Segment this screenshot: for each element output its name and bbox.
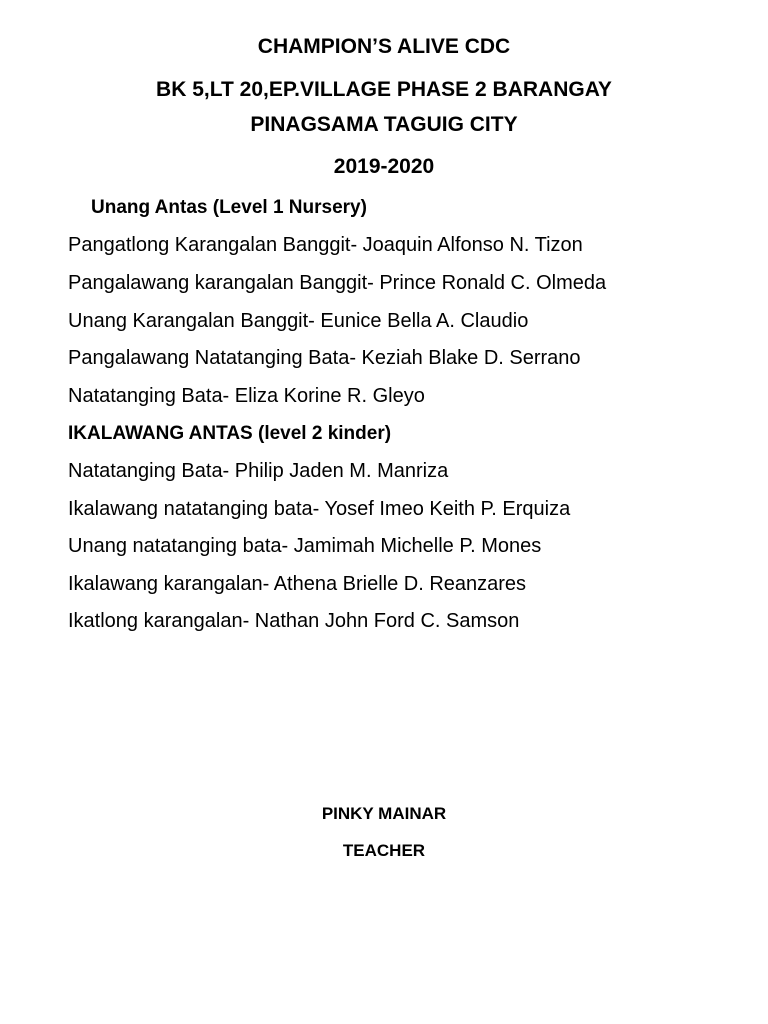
award-entry: Ikatlong karangalan- Nathan John Ford C. Samson bbox=[68, 610, 520, 632]
level-1-heading: Unang Antas (Level 1 Nursery) bbox=[91, 197, 367, 218]
signatory-name: PINKY MAINAR bbox=[321, 804, 447, 823]
level-2-heading: IKALAWANG ANTAS (level 2 kinder) bbox=[68, 423, 392, 444]
award-entry: Natatanging Bata- Eliza Korine R. Gleyo bbox=[68, 385, 425, 407]
school-year: 2019-2020 bbox=[333, 155, 435, 178]
signatory-role: TEACHER bbox=[342, 841, 426, 860]
award-entry: Pangatlong Karangalan Banggit- Joaquin Alfonso N. Tizon bbox=[68, 234, 583, 256]
address-line-2: PINAGSAMA TAGUIG CITY bbox=[250, 113, 518, 136]
award-entry: Ikalawang natatanging bata- Yosef Imeo Keith P. Erquiza bbox=[68, 498, 571, 520]
award-entry: Unang natatanging bata- Jamimah Michelle P. Mones bbox=[68, 535, 542, 557]
award-entry: Pangalawang karangalan Banggit- Prince Ronald C. Olmeda bbox=[68, 272, 607, 294]
award-entry: Natatanging Bata- Philip Jaden M. Manriza bbox=[68, 460, 449, 482]
address-line-1: BK 5,LT 20,EP.VILLAGE PHASE 2 BARANGAY bbox=[156, 78, 612, 101]
award-entry: Pangalawang Natatanging Bata- Keziah Blake D. Serrano bbox=[68, 347, 581, 369]
school-name: CHAMPION’S ALIVE CDC bbox=[257, 35, 511, 58]
award-entry: Ikalawang karangalan- Athena Brielle D. Reanzares bbox=[68, 573, 527, 595]
award-entry: Unang Karangalan Banggit- Eunice Bella A. Claudio bbox=[68, 310, 529, 332]
